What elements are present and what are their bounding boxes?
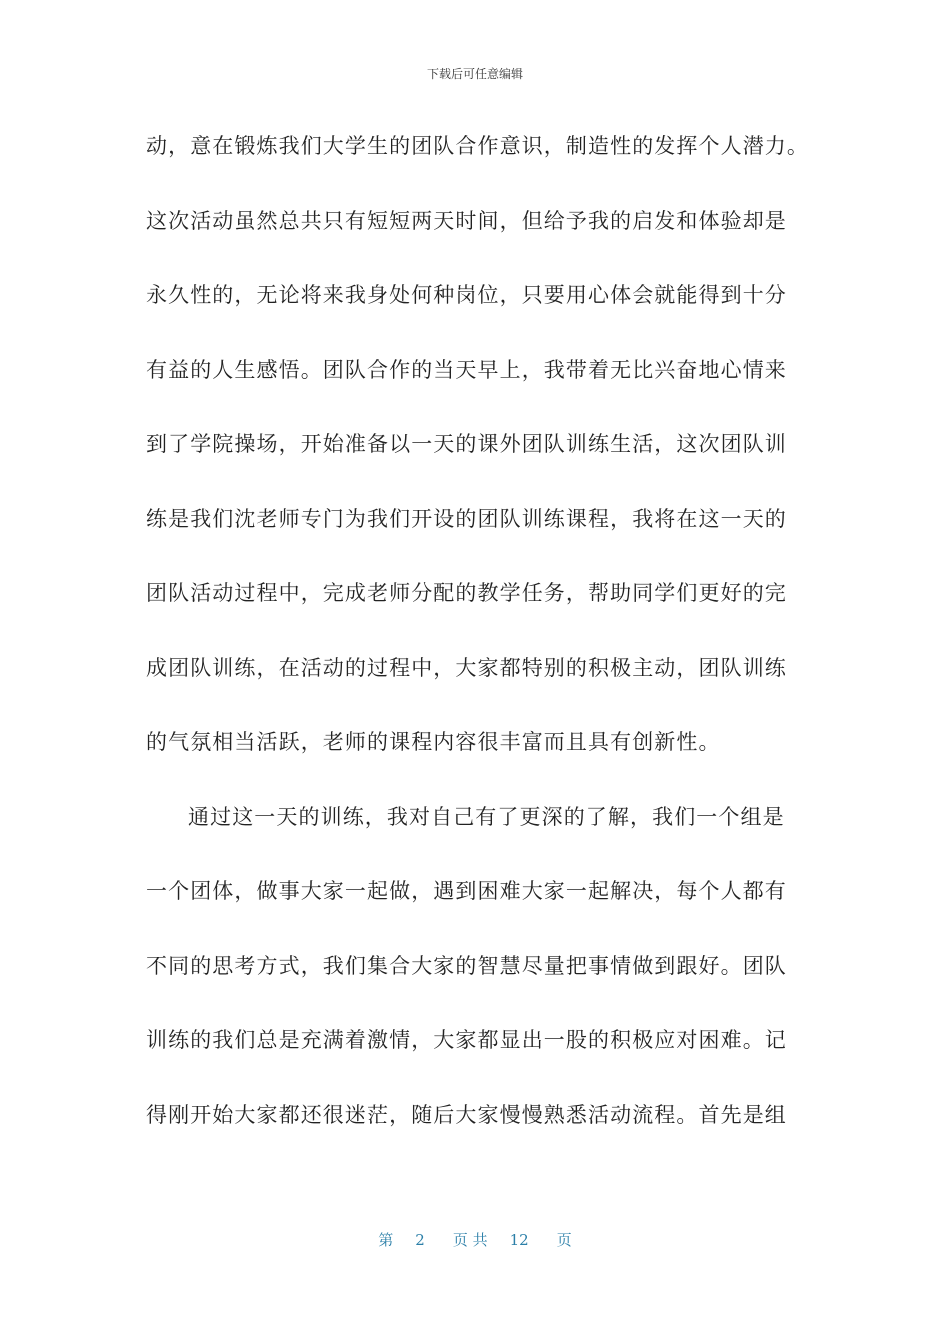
page-footer [0, 1230, 950, 1250]
footer-label-ye-gong: 页 共 [452, 1231, 488, 1249]
text-line: 一个团体，做事大家一起做，遇到困难大家一起解决，每个人都有 [146, 879, 787, 903]
page-header: 下载后可任意编辑 [426, 67, 523, 81]
total-pages-number: 12 [509, 1231, 529, 1249]
text-line: 这次活动虽然总共只有短短两天时间，但给予我的启发和体验却是 [146, 208, 787, 233]
text-line: 的气氛相当活跃，老师的课程内容很丰富而且具有创新性。 [146, 730, 721, 754]
footer-label-di: 第 [378, 1231, 394, 1249]
current-page-number: 2 [415, 1231, 425, 1249]
footer-label-ye: 页 [556, 1231, 572, 1249]
text-line: 动，意在锻炼我们大学生的团队合作意识，制造性的发挥个人潜力。 [146, 134, 809, 158]
text-line: 得刚开始大家都还很迷茫，随后大家慢慢熟悉活动流程。首先是组 [146, 1102, 787, 1127]
text-line: 永久性的，无论将来我身处何种岗位，只要用心体会就能得到十分 [146, 283, 787, 307]
text-line: 到了学院操场，开始准备以一天的课外团队训练生活，这次团队训 [146, 432, 787, 456]
text-line: 训练的我们总是充满着激情，大家都显出一股的积极应对困难。记 [146, 1028, 787, 1052]
paragraph-start-line: 通过这一天的训练，我对自己有了更深的了解，我们一个组是 [188, 804, 785, 829]
text-line: 不同的思考方式，我们集合大家的智慧尽量把事情做到跟好。团队 [146, 953, 787, 978]
text-line: 有益的人生感悟。团队合作的当天早上，我带着无比兴奋地心情来 [146, 357, 787, 382]
document-body [146, 126, 810, 1169]
text-line: 团队活动过程中，完成老师分配的教学任务，帮助同学们更好的完 [146, 581, 787, 605]
text-line: 练是我们沈老师专门为我们开设的团队训练课程，我将在这一天的 [146, 506, 787, 531]
text-line: 成团队训练，在活动的过程中，大家都特别的积极主动，团队训练 [146, 655, 787, 680]
